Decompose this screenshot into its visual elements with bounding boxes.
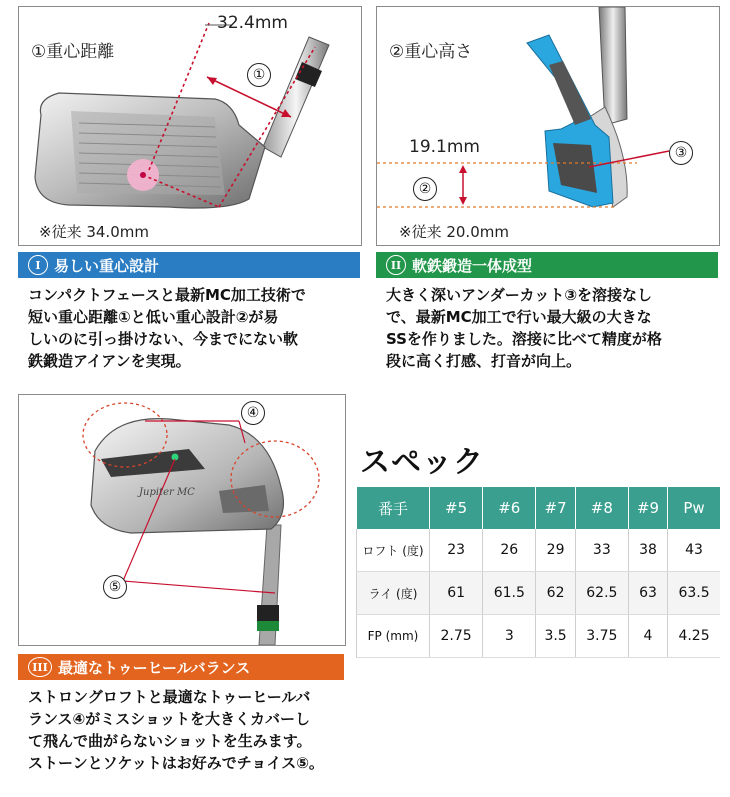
section2-line: SSを作りました。溶接に比べて精度が格 xyxy=(386,330,662,348)
section1-description xyxy=(28,284,306,372)
spec-header-cell: #8 xyxy=(575,487,628,529)
spec-cell: 62 xyxy=(536,572,575,615)
spec-cell: 63 xyxy=(628,572,667,615)
spec-header-cell: #5 xyxy=(430,487,483,529)
panel2-title: ②重心高さ xyxy=(389,42,473,62)
spec-row-label: ロフト (度) xyxy=(357,529,430,572)
previous-value-note: ※従来 34.0mm xyxy=(39,223,149,241)
spec-cell: 61 xyxy=(430,572,483,615)
spec-cell: 43 xyxy=(668,529,720,572)
spec-cell: 29 xyxy=(536,529,575,572)
table-row xyxy=(357,615,721,658)
spec-header-cell: #7 xyxy=(536,487,575,529)
spec-cell: 63.5 xyxy=(668,572,720,615)
marker-4: ④ xyxy=(241,401,265,425)
iron-back-illustration xyxy=(19,395,345,645)
section1-line: コンパクトフェースと最新MC加工技術で xyxy=(28,286,306,304)
marker-1: ① xyxy=(247,63,271,87)
spec-cell: 38 xyxy=(628,529,667,572)
section2-line: で、最新MC加工で行い最大級の大きな xyxy=(386,308,652,326)
section3-line: ランス④がミスショットを大きくカバーし xyxy=(28,710,310,728)
marker-2: ② xyxy=(413,177,437,201)
section2-description xyxy=(386,284,662,372)
marker-5: ⑤ xyxy=(103,575,127,599)
spec-header-cell: #9 xyxy=(628,487,667,529)
section2-heading-bar xyxy=(376,252,718,278)
section3-badge: III xyxy=(28,657,52,677)
section3-line: ストーンとソケットはお好みでチョイス⑤。 xyxy=(28,754,324,772)
cog-height-panel xyxy=(376,6,720,246)
section1-badge: I xyxy=(28,255,48,275)
section1-line: 短い重心距離①と低い重心設計②が易 xyxy=(28,308,279,326)
section1-line: しいのに引っ掛けない、今までにない軟 xyxy=(28,330,299,348)
balance-panel xyxy=(18,394,346,646)
spec-header-cell: Pw xyxy=(668,487,720,529)
cog-distance-value: 32.4mm xyxy=(217,13,288,33)
panel1-title: ①重心距離 xyxy=(31,42,115,62)
iron-logo: Jupiter MC xyxy=(139,487,195,498)
section3-heading-bar xyxy=(18,654,344,680)
section1-line: 鉄鍛造アイアンを実現。 xyxy=(28,352,191,370)
table-row xyxy=(357,572,721,615)
table-row xyxy=(357,529,721,572)
spec-cell: 33 xyxy=(575,529,628,572)
section2-badge: II xyxy=(386,255,406,275)
section3-line: て飛んで曲がらないショットを生みます。 xyxy=(28,732,312,750)
spec-cell: 23 xyxy=(430,529,483,572)
spec-cell: 26 xyxy=(483,529,536,572)
spec-table xyxy=(356,487,720,658)
spec-header-cell: #6 xyxy=(483,487,536,529)
section2-line: 段に高く打感、打音が向上。 xyxy=(386,352,582,370)
spec-cell: 61.5 xyxy=(483,572,536,615)
spec-cell: 2.75 xyxy=(430,615,483,658)
section2-line: 大きく深いアンダーカット③を溶接なし xyxy=(386,286,653,304)
spec-cell: 4.25 xyxy=(668,615,720,658)
spec-cell: 3.5 xyxy=(536,615,575,658)
spec-header-cell: 番手 xyxy=(357,487,430,529)
section2-heading: 軟鉄鍛造一体成型 xyxy=(412,256,533,275)
spec-row-label: FP (mm) xyxy=(357,615,430,658)
cog-distance-panel xyxy=(18,6,362,246)
spec-header-row xyxy=(357,487,721,529)
spec-row-label: ライ (度) xyxy=(357,572,430,615)
spec-cell: 3.75 xyxy=(575,615,628,658)
marker-3: ③ xyxy=(669,141,693,165)
cog-height-value: 19.1mm xyxy=(409,137,480,157)
section3-heading: 最適なトゥーヒールバランス xyxy=(58,658,251,677)
section1-heading-bar xyxy=(18,252,360,278)
previous-value-note: ※従来 20.0mm xyxy=(399,223,509,241)
spec-title: スペック xyxy=(360,445,484,480)
spec-cell: 4 xyxy=(628,615,667,658)
spec-cell: 3 xyxy=(483,615,536,658)
section1-heading: 易しい重心設計 xyxy=(54,256,160,275)
section3-line: ストロングロフトと最適なトゥーヒールバ xyxy=(28,688,311,706)
section3-description xyxy=(28,686,324,774)
spec-cell: 62.5 xyxy=(575,572,628,615)
